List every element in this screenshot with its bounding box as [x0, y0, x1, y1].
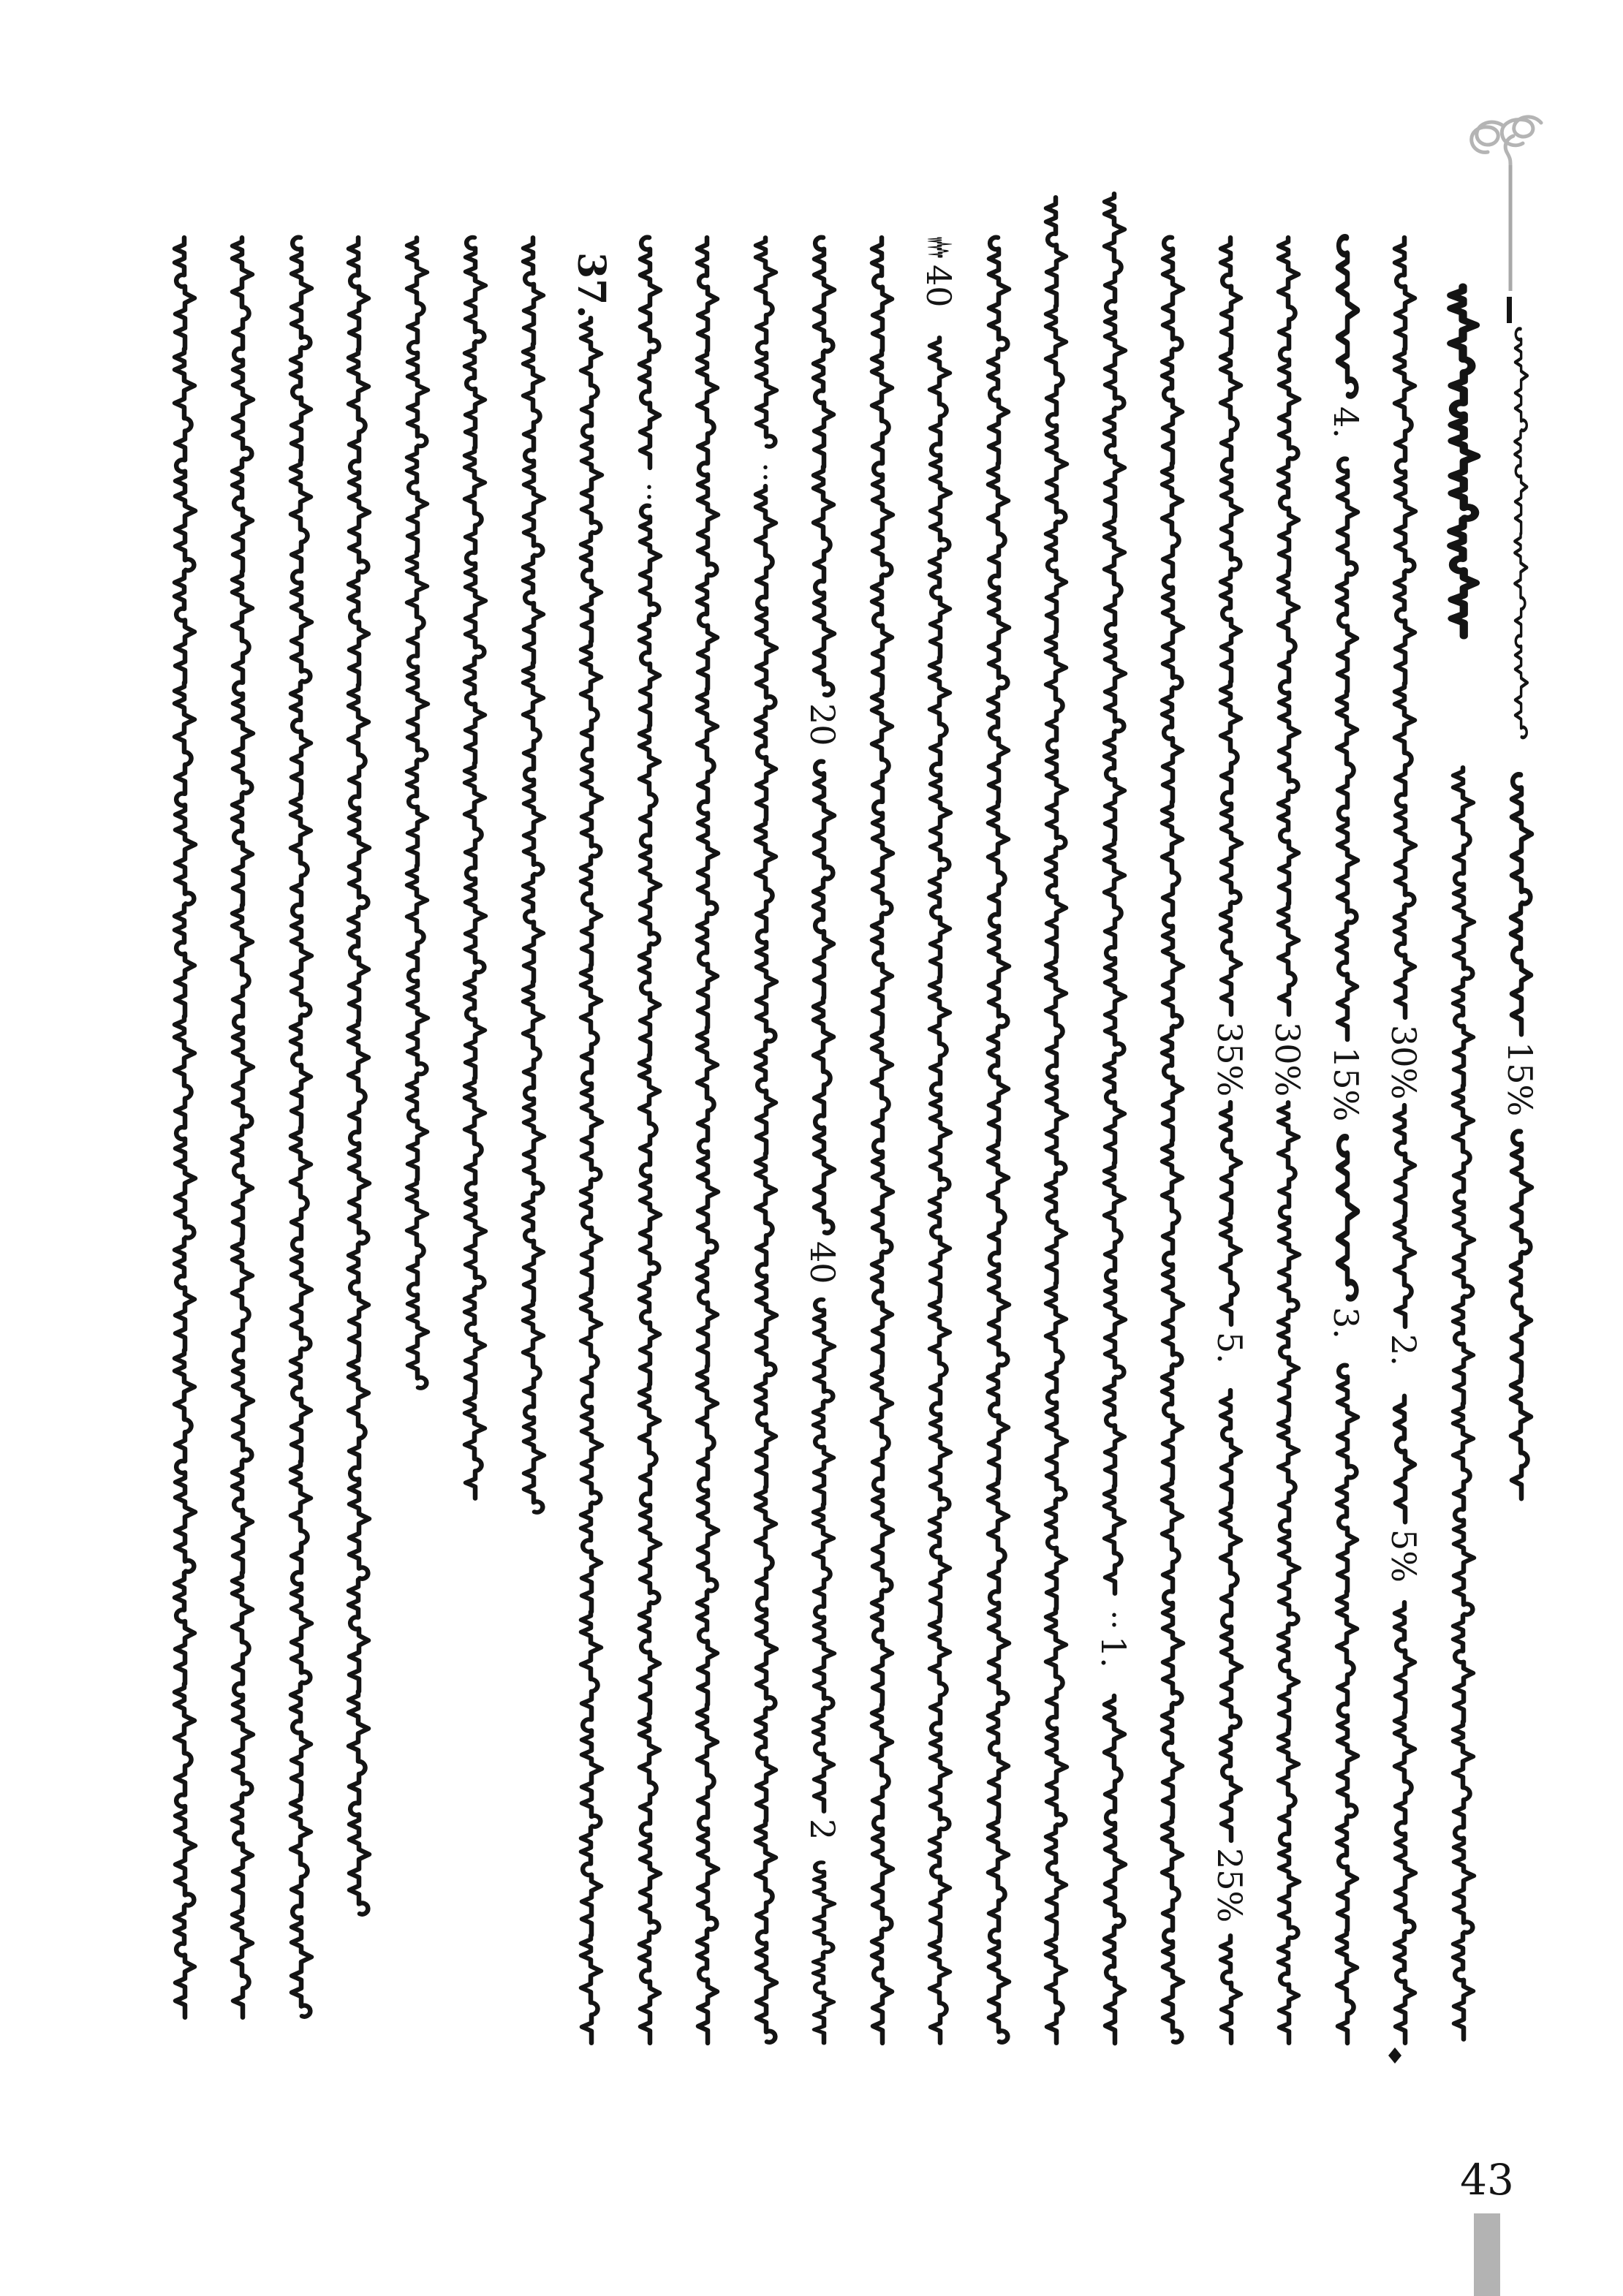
text-column — [756, 238, 776, 2042]
inline-number-token: 2. — [1384, 1334, 1423, 1366]
ornament-tick — [1507, 297, 1512, 323]
inline-number-token: 5. — [1210, 1332, 1249, 1364]
inline-number-token: 37. — [569, 252, 613, 319]
text-column — [1162, 238, 1183, 2042]
inline-number-token: 15% — [1500, 1042, 1540, 1117]
text-column — [640, 238, 660, 2043]
inline-number-token: 30% — [1268, 1022, 1307, 1097]
page-footer — [1460, 2155, 1514, 2296]
inline-number-token: 40 — [803, 1241, 842, 1284]
flourish-icon — [1472, 117, 1541, 323]
text-column — [465, 238, 485, 1499]
text-column — [232, 238, 253, 2017]
inline-number-token: : — [1108, 1598, 1120, 1634]
text-column — [1451, 287, 1477, 2039]
inline-number-token: : — [760, 450, 771, 486]
text-column — [1046, 197, 1067, 2043]
inline-number-token: 40 — [919, 265, 958, 308]
text-column — [407, 238, 428, 1388]
text-column — [1279, 238, 1299, 2043]
inline-number-token: 20 — [803, 703, 842, 746]
text-column — [988, 238, 1009, 2042]
end-of-text-diamond-icon — [1388, 2047, 1401, 2064]
text-column — [1395, 238, 1415, 2043]
inline-number-token: 5% — [1384, 1529, 1423, 1583]
page-number: 43 — [1460, 2155, 1514, 2205]
text-column — [1221, 238, 1241, 2043]
text-column — [814, 238, 834, 2043]
inline-number-token: : — [643, 470, 655, 506]
text-column — [1105, 194, 1125, 2043]
text-column — [697, 238, 718, 2043]
text-column — [291, 238, 311, 2017]
inline-number-token: 2 — [803, 1819, 842, 1841]
inline-number-token: 25% — [1210, 1848, 1249, 1923]
text-column — [872, 238, 893, 2043]
inline-number-token: 35% — [1210, 1022, 1249, 1097]
footer-bar — [1474, 2213, 1500, 2296]
inline-number-token: 30% — [1384, 1025, 1423, 1100]
text-column — [175, 238, 195, 2017]
text-column — [349, 238, 369, 1914]
inline-number-token: 15% — [1326, 1047, 1366, 1122]
text-column — [581, 318, 602, 2043]
text-column — [1337, 238, 1358, 2044]
text-column — [930, 238, 950, 2043]
text-column — [523, 238, 544, 1512]
inline-number-token: 3. — [1326, 1307, 1366, 1339]
inline-number-token: 1. — [1094, 1636, 1133, 1668]
running-header-column — [1511, 329, 1532, 1499]
inline-number-token: 4. — [1326, 406, 1366, 439]
